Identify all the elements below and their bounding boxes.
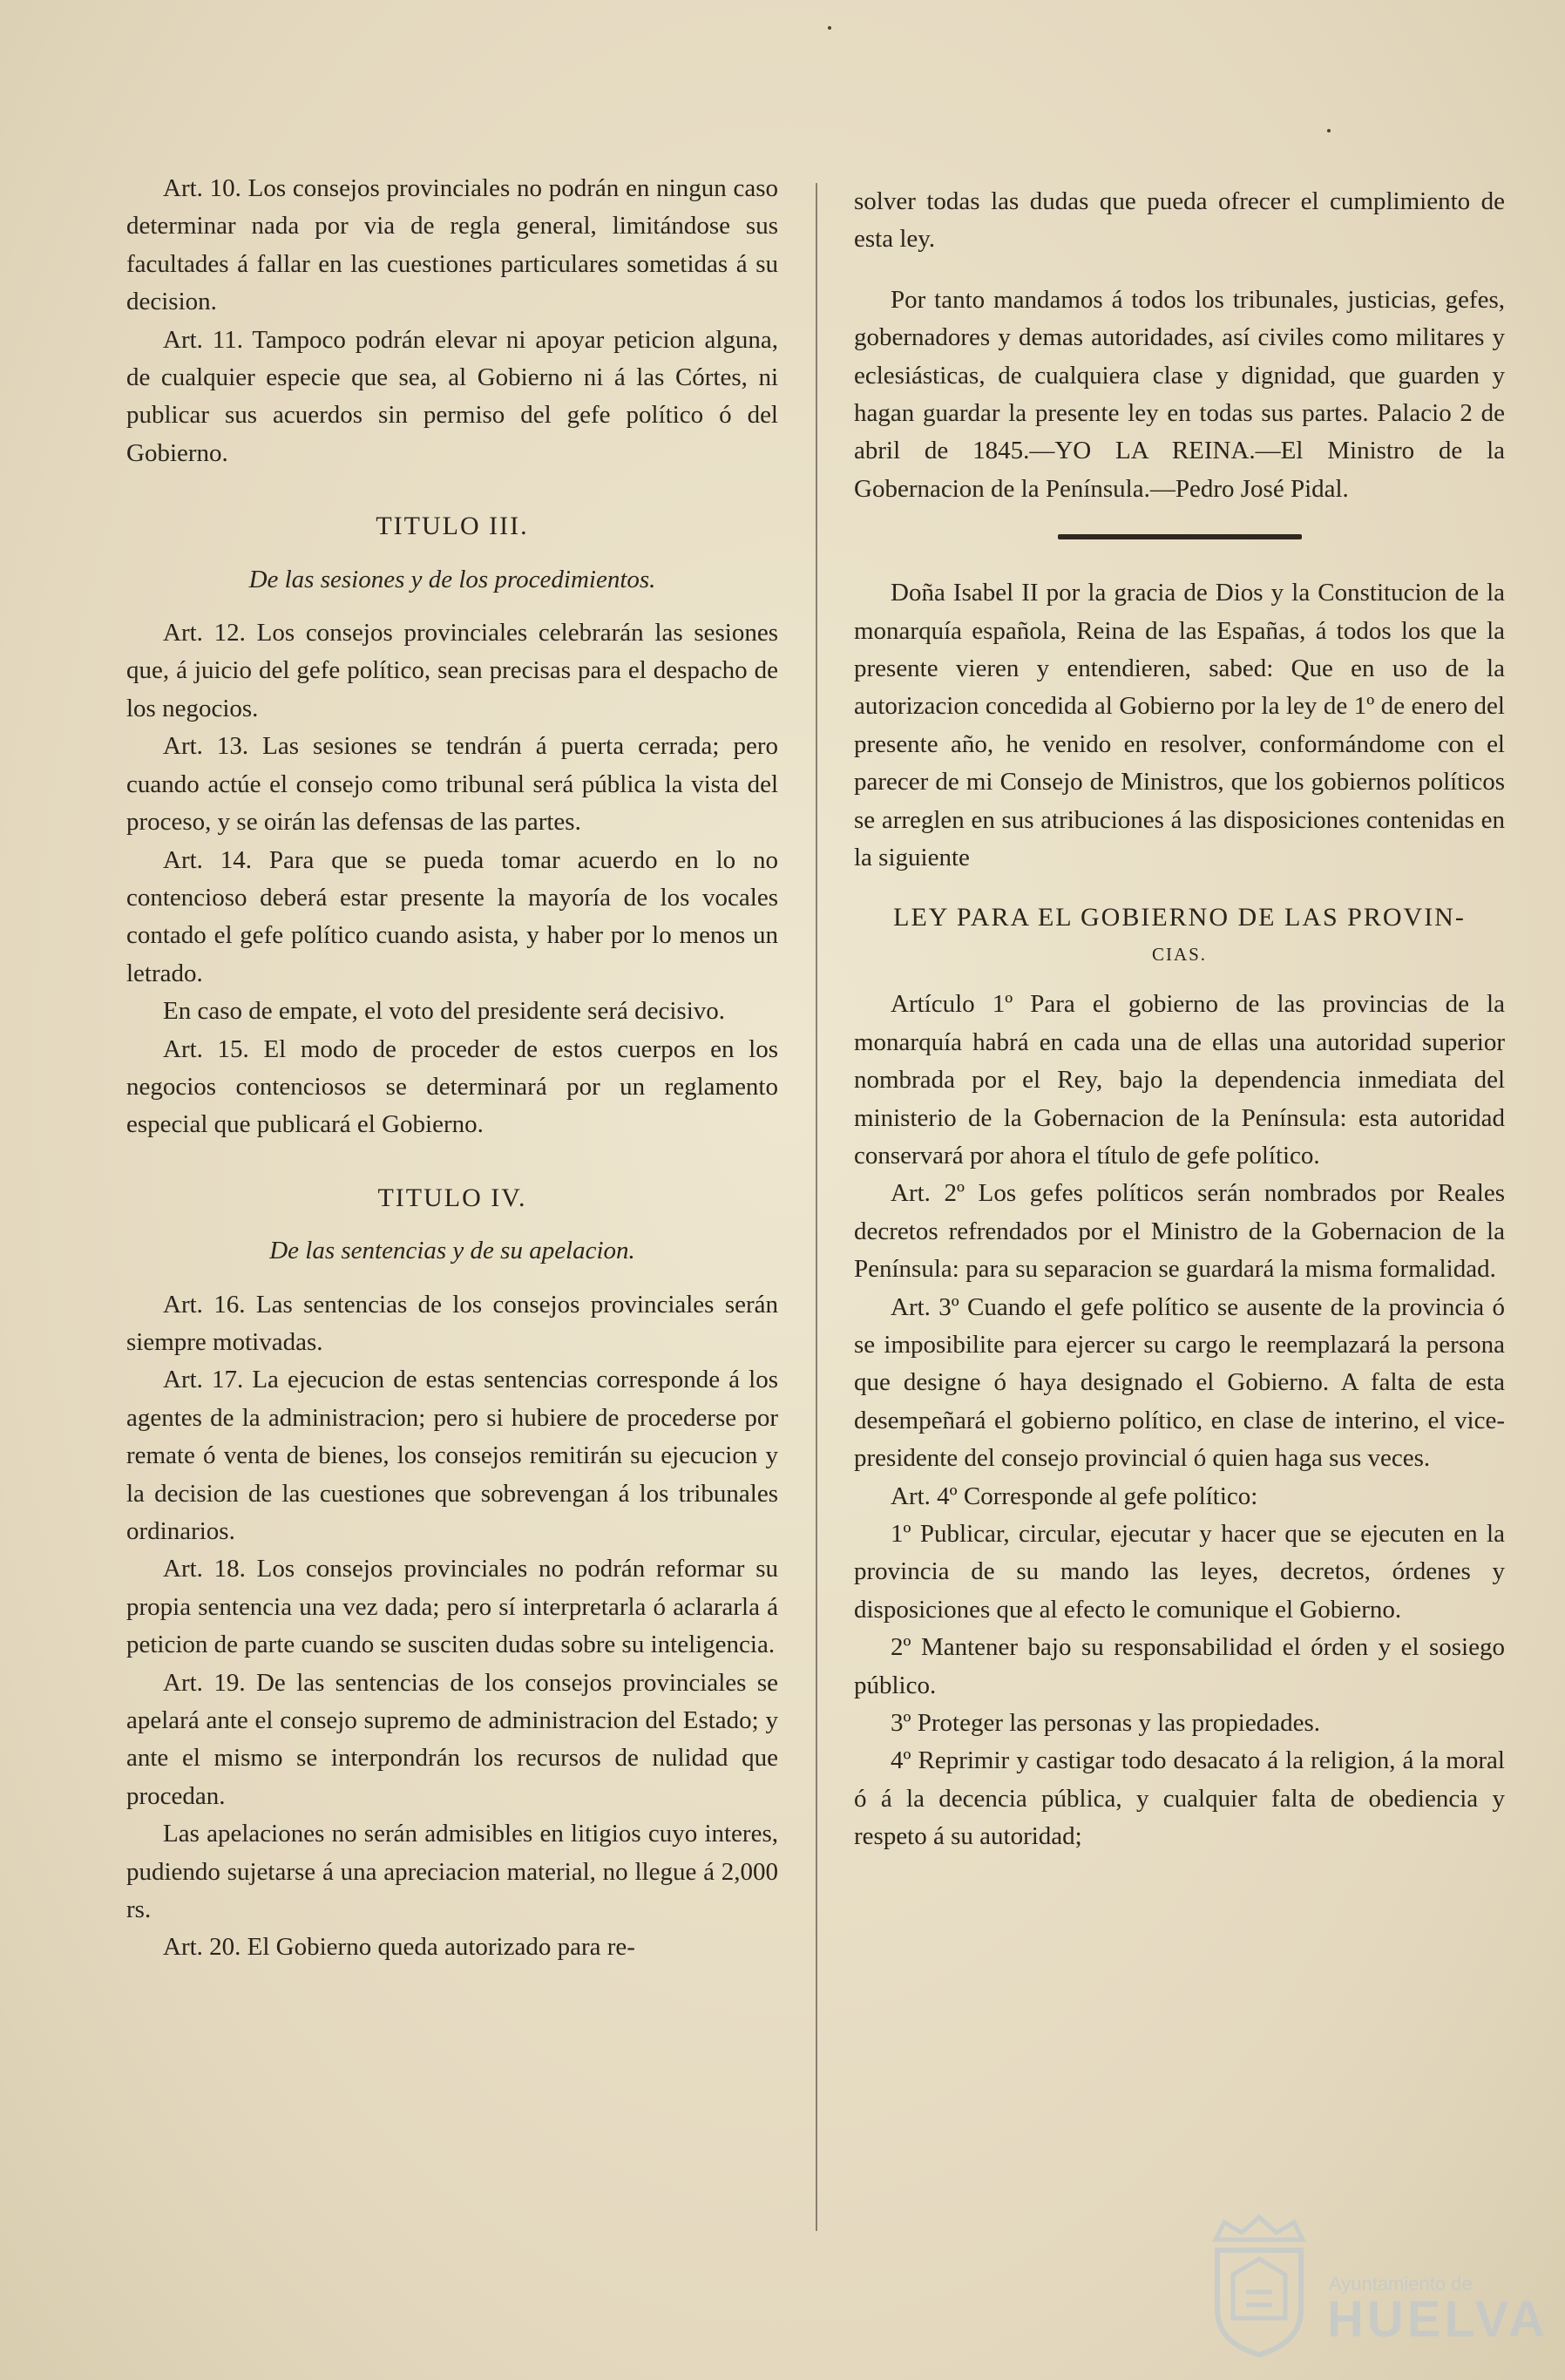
- article-13: Art. 13. Las sesiones se tendrán á puerta cerrada; pero cuando actúe el consejo como tribunal será pública la vista del proceso, y se oirán las defensas de las partes.: [126, 732, 778, 837]
- article-10: Art. 10. Los consejos provinciales no podrán en ningun caso determinar nada por via de regla general, limitándose sus facultades á fallar en las cuestiones particulares sometidas á su decision.: [126, 174, 778, 316]
- article-2: Art. 2º Los gefes políticos serán nombrados por Reales decretos refrendados por el Ministro de la Gobernacion de la Península: para su separacion se guardará la misma formalidad.: [854, 1179, 1505, 1284]
- article-4: Art. 4º Corresponde al gefe político:: [891, 1482, 1258, 1510]
- left-column: [126, 170, 778, 1967]
- article-16: Art. 16. Las sentencias de los consejos provinciales serán siempre motivadas.: [126, 1290, 778, 1356]
- speck: [828, 26, 831, 30]
- speck: [1327, 129, 1331, 132]
- article-17: Art. 17. La ejecucion de estas sentencias corresponde á los agentes de la administracion; pero si hubiere de procederse por remate ó venta de bienes, los consejos remitirán su ejecucion y la decision de las cuestiones que sobrevengan á los tribunales ordinarios.: [126, 1366, 778, 1545]
- article-19-paragraph-2: Las apelaciones no serán admisibles en litigios cuyo interes, pudiendo sujetarse á una apreciacion material, no llegue á 2,000 rs.: [126, 1820, 778, 1924]
- article-4-item-4: 4º Reprimir y castigar todo desacato á la religion, á la moral ó á la decencia pública, y cualquier falta de obediencia y respeto á su autoridad;: [854, 1746, 1505, 1851]
- article-18: Art. 18. Los consejos provinciales no podrán reformar su propia sentencia una vez dada; pero sí interpretarla ó aclararla á peticion de parte cuando se susciten dudas sobre su inteligencia.: [126, 1555, 778, 1659]
- royal-preamble: Doña Isabel II por la gracia de Dios y la Constitucion de la monarquía española, Reina de las Españas, á todos los que la presente vieren y entendieren, sabed: Que en uso de la autorizacion concedida al Gobierno por la ley de 1º de enero del presente año, he venido en resolver, conformándome con el parecer de mi Consejo de Ministros, que los gobiernos políticos se arreglen en sus atribuciones á las disposiciones contenidas en la siguiente: [854, 579, 1505, 872]
- article-15: Art. 15. El modo de proceder de estos cuerpos en los negocios contenciosos se determinará por un reglamento especial que publicará el Gobierno.: [126, 1034, 778, 1139]
- right-column: [854, 183, 1505, 1856]
- watermark-line-2: HUELVA: [1327, 2291, 1548, 2348]
- ayuntamiento-huelva-watermark: [1198, 2205, 1548, 2362]
- titulo-iv-heading: TITULO IV.: [377, 1183, 527, 1212]
- titulo-iii-subheading: De las sesiones y de los procedimientos.: [248, 565, 656, 593]
- article-19: Art. 19. De las sentencias de los consejos provinciales se apelará ante el consejo supremo de administracion del Estado; y ante el mismo se interpondrán los recursos de nulidad que procedan.: [126, 1668, 778, 1810]
- article-20: Art. 20. El Gobierno queda autorizado para re-: [163, 1933, 635, 1962]
- city-crest-icon: [1198, 2205, 1320, 2362]
- article-20-continuation: solver todas las dudas que pueda ofrecer el cumplimiento de esta ley.: [854, 187, 1505, 254]
- promulgation-paragraph: Por tanto mandamos á todos los tribunales, justicias, gefes, gobernadores y demas autoridades, así civiles como militares y eclesiásticas, de cualquiera clase y dignidad, que guarden y hagan guardar la presente ley en todas sus partes. Palacio 2 de abril de 1845.—YO LA REINA.—El Ministro de la Gobernacion de la Península.—Pedro José Pidal.: [854, 285, 1505, 503]
- law-title: LEY PARA EL GOBIERNO DE LAS PROVIN-: [893, 902, 1466, 932]
- article-11: Art. 11. Tampoco podrán elevar ni apoyar peticion alguna, de cualquier especie que sea, al Gobierno ni á las Córtes, ni publicar sus acuerdos sin permiso del gefe político ó del Gobierno.: [126, 325, 778, 467]
- article-4-item-3: 3º Proteger las personas y las propiedades.: [891, 1709, 1320, 1738]
- article-12: Art. 12. Los consejos provinciales celebrarán las sesiones que, á juicio del gefe político, sean precisas para el despacho de los negocios.: [126, 619, 778, 722]
- section-separator: [1058, 534, 1302, 539]
- titulo-iv-subheading: De las sentencias y de su apelacion.: [269, 1237, 635, 1265]
- article-14: Art. 14. Para que se pueda tomar acuerdo en lo no contencioso deberá estar presente la mayoría de los vocales contado el gefe político cuando asista, y haber por lo menos un letrado.: [126, 845, 778, 987]
- titulo-iii-heading: TITULO III.: [376, 512, 529, 541]
- article-4-item-2: 2º Mantener bajo su responsabilidad el órden y el sosiego público.: [854, 1633, 1505, 1699]
- law-title-continuation: CIAS.: [1151, 943, 1208, 965]
- article-4-item-1: 1º Publicar, circular, ejecutar y hacer que se ejecuten en la provincia de su mando las leyes, decretos, órdenes y disposiciones que al efecto le comunique el Gobierno.: [854, 1520, 1505, 1624]
- watermark-line-1: Ayuntamiento de: [1329, 2273, 1473, 2295]
- article-1: Artículo 1º Para el gobierno de las provincias de la monarquía habrá en cada una de ellas una autoridad superior nombrada por el Rey, bajo la dependencia inmediata del ministerio de la Gobernacion de la Península: esta autoridad conservará por ahora el título de gefe político.: [854, 990, 1505, 1170]
- column-divider: [816, 183, 817, 2231]
- article-3: Art. 3º Cuando el gefe político se ausente de la provincia ó se imposibilite para ejercer su cargo le reemplazará la persona que designe ó haya designado el Gobierno. A falta de esta desempeñará el gobierno político, en clase de interino, el vice-presidente del consejo provincial ó quien haga sus veces.: [854, 1292, 1505, 1473]
- article-14-paragraph-2: En caso de empate, el voto del presidente será decisivo.: [163, 997, 726, 1026]
